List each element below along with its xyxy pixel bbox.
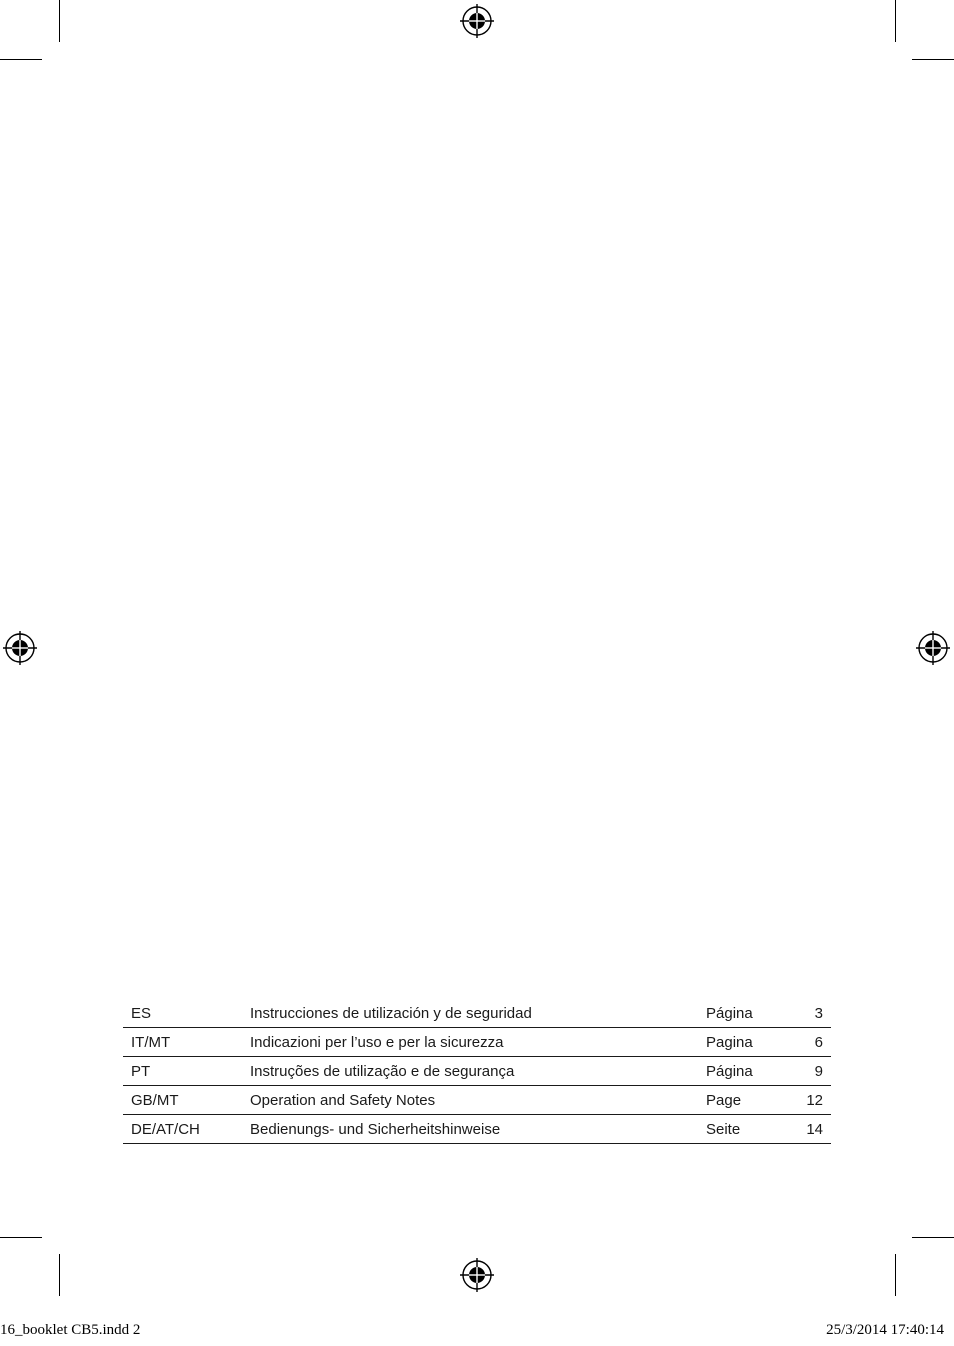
section-title: Bedienungs- und Sicherheitshinweise	[242, 1115, 698, 1144]
language-code: DE/AT/CH	[123, 1115, 242, 1144]
registration-mark-icon	[916, 631, 950, 665]
language-code: ES	[123, 999, 242, 1028]
page-word: Page	[698, 1086, 796, 1115]
crop-mark-top-right	[895, 0, 896, 42]
toc-row[interactable]	[123, 1057, 831, 1086]
section-title: Operation and Safety Notes	[242, 1086, 698, 1115]
crop-mark-bottom-left	[0, 1237, 42, 1238]
page-word: Seite	[698, 1115, 796, 1144]
crop-mark-bottom-left	[59, 1254, 60, 1296]
crop-mark-top-right	[912, 59, 954, 60]
page-number: 12	[796, 1086, 831, 1115]
slug-filename: 16_booklet CB5.indd 2	[0, 1322, 141, 1338]
toc-row[interactable]	[123, 1028, 831, 1057]
table-of-contents	[123, 999, 831, 1144]
page-number: 9	[796, 1057, 831, 1086]
page-number: 6	[796, 1028, 831, 1057]
crop-mark-bottom-right	[912, 1237, 954, 1238]
toc-row[interactable]	[123, 999, 831, 1028]
registration-mark-icon	[460, 4, 494, 38]
registration-mark-icon	[3, 631, 37, 665]
crop-mark-bottom-right	[895, 1254, 896, 1296]
crop-mark-top-left	[59, 0, 60, 42]
page-number: 3	[796, 999, 831, 1028]
toc-row[interactable]	[123, 1086, 831, 1115]
page-word: Pagina	[698, 1028, 796, 1057]
crop-mark-top-left	[0, 59, 42, 60]
section-title: Instruções de utilização e de segurança	[242, 1057, 698, 1086]
section-title: Indicazioni per l’uso e per la sicurezza	[242, 1028, 698, 1057]
page-word: Página	[698, 999, 796, 1028]
toc-row[interactable]	[123, 1115, 831, 1144]
registration-mark-icon	[460, 1258, 494, 1292]
section-title: Instrucciones de utilización y de seguridad	[242, 999, 698, 1028]
language-code: GB/MT	[123, 1086, 242, 1115]
page-number: 14	[796, 1115, 831, 1144]
slug-timestamp: 25/3/2014 17:40:14	[826, 1322, 944, 1338]
page-word: Página	[698, 1057, 796, 1086]
language-code: PT	[123, 1057, 242, 1086]
language-code: IT/MT	[123, 1028, 242, 1057]
